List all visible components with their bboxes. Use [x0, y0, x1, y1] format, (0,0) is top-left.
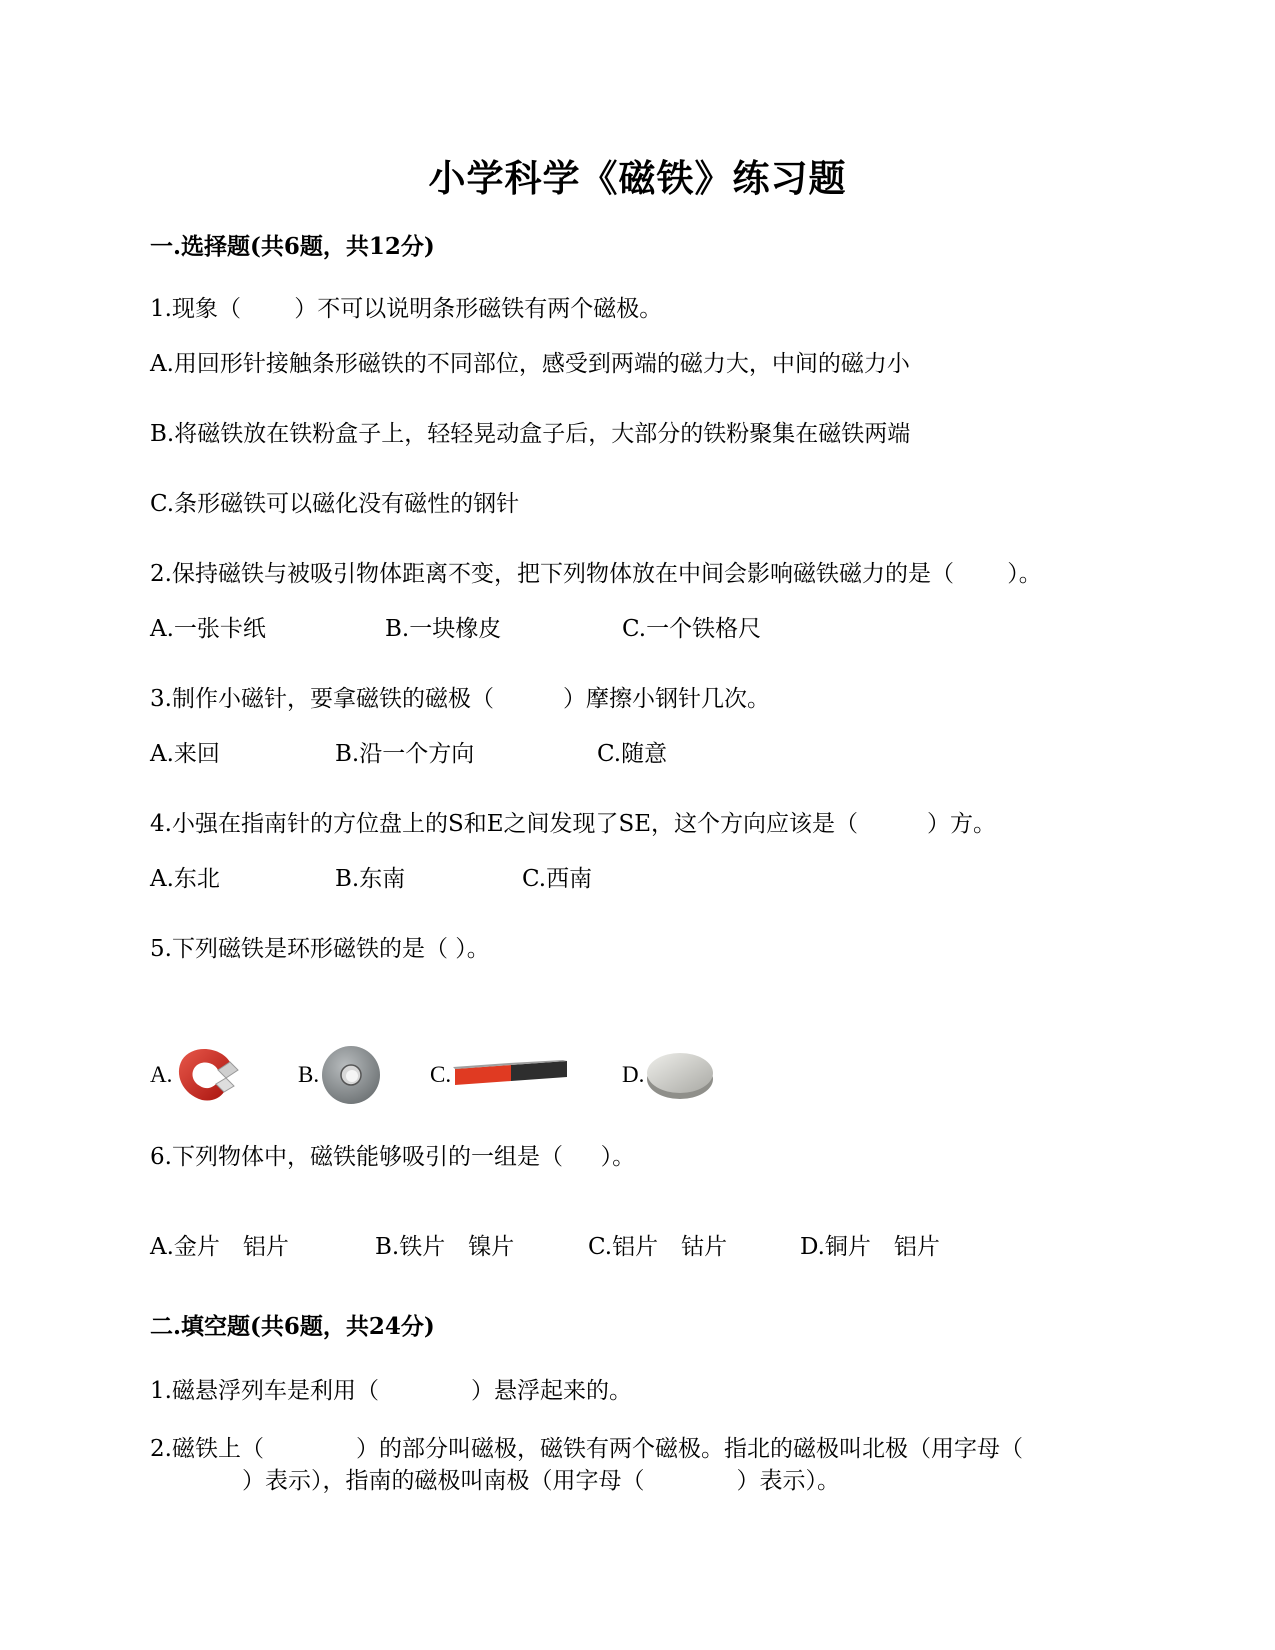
q3-stem: 3.制作小磁针，要拿磁铁的磁极（ ）摩擦小钢针几次。	[150, 686, 770, 712]
q1-option-b: B.将磁铁放在铁粉盒子上，轻轻晃动盒子后，大部分的铁粉聚集在磁铁两端	[150, 421, 911, 447]
q6-option-c: C.铝片 钴片	[588, 1234, 728, 1260]
q6-option-d: D.铜片 铝片	[800, 1234, 940, 1260]
q5-option-a	[150, 1040, 252, 1110]
q2-option-a: A.一张卡纸	[150, 616, 266, 642]
section1-heading: 一.选择题(共6题，共12分)	[150, 233, 435, 260]
q3-option-a: A.来回	[150, 741, 220, 767]
q4-option-b: B.东南	[335, 866, 406, 892]
q1-stem: 1.现象（ ）不可以说明条形磁铁有两个磁极。	[150, 296, 663, 322]
horseshoe-magnet-image	[172, 1040, 252, 1110]
ring-magnet-image	[319, 1043, 383, 1107]
q1-option-a: A.用回形针接触条形磁铁的不同部位，感受到两端的磁力大，中间的磁力小	[150, 351, 910, 377]
q5-option-b	[298, 1040, 383, 1110]
q4-option-c: C.西南	[522, 866, 593, 892]
q3-option-b: B.沿一个方向	[335, 741, 475, 767]
q5-option-d-label: D.	[622, 1062, 645, 1087]
q6-option-a: A.金片 铝片	[150, 1234, 289, 1260]
q5-option-b-label: B.	[298, 1062, 320, 1087]
q5-option-d	[622, 1040, 716, 1110]
fill-q1: 1.磁悬浮列车是利用（ ）悬浮起来的。	[150, 1378, 632, 1404]
q5-option-a-label: A.	[150, 1062, 173, 1087]
q2-option-b: B.一块橡皮	[385, 616, 502, 642]
fill-q2-line2: ）表示），指南的磁极叫南极（用字母（ ）表示）。	[150, 1468, 840, 1494]
q5-stem: 5.下列磁铁是环形磁铁的是（ ）。	[150, 936, 490, 962]
q4-option-a: A.东北	[150, 866, 220, 892]
q4-stem: 4.小强在指南针的方位盘上的S和E之间发现了SE，这个方向应该是（ ）方。	[150, 811, 997, 837]
section2-heading: 二.填空题(共6题，共24分)	[150, 1313, 435, 1340]
disc-magnet-image	[644, 1047, 716, 1103]
q2-stem: 2.保持磁铁与被吸引物体距离不变，把下列物体放在中间会影响磁铁磁力的是（ ）。	[150, 561, 1042, 587]
q6-option-b: B.铁片 镍片	[375, 1234, 515, 1260]
bar-magnet-image	[451, 1055, 571, 1095]
page-title: 小学科学《磁铁》练习题	[428, 156, 847, 200]
q6-stem: 6.下列物体中，磁铁能够吸引的一组是（ ）。	[150, 1144, 636, 1170]
q3-option-c: C.随意	[597, 741, 668, 767]
fill-q2-line1: 2.磁铁上（ ）的部分叫磁极，磁铁有两个磁极。指北的磁极叫北极（用字母（	[150, 1436, 1023, 1462]
q2-option-c: C.一个铁格尺	[622, 616, 762, 642]
q5-option-c	[430, 1040, 571, 1110]
q1-option-c: C.条形磁铁可以磁化没有磁性的钢针	[150, 491, 520, 517]
q5-option-c-label: C.	[430, 1062, 452, 1087]
